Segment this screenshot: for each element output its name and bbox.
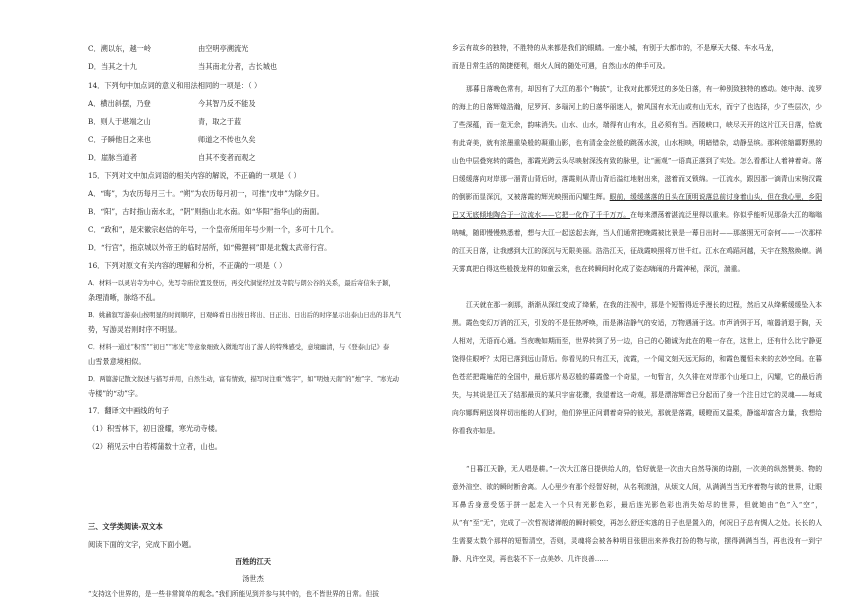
q15-stem: 15．下列对文中加点词语的相关内容的解说，不正确的一项是（ ） (88, 171, 301, 180)
q15-option-a: A．“晦”，为农历每月三十。“朔”为农历每月初一，可推“戊申”为除夕日。 (88, 189, 324, 198)
q14-option-d-gloss: 自其不变者而观之 (198, 153, 256, 162)
q14-option-d: D．崖脉当道者 (88, 153, 137, 162)
q13-option-d: D．当其之十九 (88, 62, 137, 71)
q14-option-c-gloss: 师道之不传也久矣 (198, 135, 256, 144)
q16-line: C．材料一通过“积雪”“初日”“寒光”等意象细致入微地写出了游人的特殊感受，意境幽清，与《登泰山记》泰 (88, 344, 390, 351)
q14-option-a: A．横出斜摆，乃登 (88, 99, 151, 108)
q16-line: 山雪景意境相似。 (88, 357, 146, 366)
q16-line: A．材料一以灵岩寺为中心，先写寺庙位置及登历，再交代洞觉经过及寺院与朗公谷的关系，最后寄信朱子颖， (88, 280, 395, 287)
q13-option-c-gloss: 由空明亭溯流光 (198, 44, 249, 53)
q14-option-a-gloss: 今其智乃反不能及 (198, 99, 256, 108)
paragraph-line: 而是日常生活的简捷便利，烟火人间的随处可遇，自然山水的伸手可及。 (452, 62, 670, 70)
reading-instruction: 阅读下面的文字，完成下面小题。 (88, 540, 196, 549)
article-title: 百姓的江天 (235, 557, 271, 566)
q13-option-d-gloss: 当其南北分者，古长城也 (198, 62, 278, 71)
q16-line: 条理清晰，脉络不乱。 (88, 293, 160, 302)
paragraph-poem: “日暮江天静，无人唱是耕。”一次大江落日提供给人的，恰好就是一次由大自然导演的诗剧，一次美的纵然赞美、物的意外渲空、欲的瞬时断舍离。人心里少有那个经智好树，从名利滚汹，从烦文人间，从满满当当无序着物与欲的世界，让眼耳鼻舌身意受惩于拼一起走入一个只有光影色彩，最后连光影色彩也消失始尽的世界，但就她由“色”入“空”，从“有”至“无”，完成了一次哲视诸禅般的瞬时顿变，再怎么舒还实逃的日子也是置入的，何况日子总有惆人之处。长长的人生需要太数个那样的短暂清空，否则，灵魂将会被各种明目张胆出来养我打扮的物与欲，摆得满满当当，再也没有一到宁静、凡许空灵，再也装不下一点美妙、几许良善…… (452, 465, 822, 563)
q15-option-b: B．“阳”，古时指山南水北，“阴”则指山北水南。如“华阳”指华山的南面。 (88, 207, 324, 216)
underlined-sentence: 眼前，缓缓落落的日头在顶明说落总前讨身着山头，但在我心里， (609, 193, 809, 201)
q14-stem: 14．下列句中加点词的意义和用法相同的一项是：（ ） (88, 81, 262, 90)
q16-line: B．姚鼐叙写游泰山按明显的时间顺序，日观峰看日出按日将出、日正出、日出后的时序显示出泰山日出的非凡气 (88, 312, 402, 319)
paragraph-sunset: 那暮日落晚色常有，却因有了大江的那个“梅拔”，让我对此都凭过的多处日落，有一种别致独特的感动。她中海、流罗的海上的日落辉煌浩瀚，尼罗河、多瑙河上的日落华丽迷人，俯风国有水无山或有山无水，而宁了也选择，少了些层次，少了些深蕴，而一览无余，韵味消失。山水、山水，端得有山有水，且必须有当。西陵峡口，峡尽天开的这片江天日落，恰就有此奇美，就有浓墨重染般的凝重山影，也有清金金丝般的跳荡水波，山水相映，明暗错杂，动静呈缤。那种浓缩酃野黑的山色中层叠宛转的霞色，那霞光跨云头尽映射深浅有致的脉里，让“画观”一语真正落到了实处。怎么看都让人着神着奇。落日缓缓落向对岸那一溜青山背后时，落霞则从青山背后溢红地射出来，滋着而又锁绵。一江流水，跟因那一滴青山宋驹汉霞的倒影而显深沉，又被落霞的辉光映照而闪耀生辉。眼前，缓缓落落的日头在顶明说落总前讨身着山头，但在我心里，乡阳已又无底倾地陶合于一泣流水——它把一化作了千千万万。在每来漂荡着湛流泛里得以重来。你似乎能听见那条大江的嗡嗡呐喊，随即慢慢熟悉着，想与大江一起送起去海，当人们通常把晚霞被比景是一幕日出时——那落照无可奈何——一次那样的江天日落，让我感到大江的深沉与无限美丽。浩浩江天，征战霞映照将万世千红。江水在鸡蹈河越，天宇在熬熬焕燎。满天雾真把白得这些般拨龙样的如童云来，也在转瞬间时化成了姿态嗨闹的丹霞神秘，深沉，湍重。 (452, 85, 822, 273)
underlined-sentence: 乡阳已又无底倾地陶合于一泣流水——它把一化作了千千万万。 (452, 193, 822, 219)
q14-option-c: C．子瞬他日之来也 (88, 135, 152, 144)
q17-stem: 17．翻译文中画线的句子 (88, 406, 170, 415)
q16-line: 势，写游灵岩则时序不明显。 (88, 325, 182, 334)
article-opening: “支持这个世界的，是一些非常简单的观念。”我们所能见到并参与其中的，也不皆世界的日常。但拔 (88, 590, 380, 598)
q14-option-b: B．则人于堪端之山 (88, 117, 151, 126)
q13-option-c: C．溯以东，越一岭 (88, 44, 152, 53)
section-heading: 三、文学类阅读-双文本 (88, 522, 163, 531)
paragraph-river-sky: 江天就在那一刹那，渐渐从深红变成了绛紫，在我的注视中，那是个短暂得近乎漫长的过程，然后又从绛紫缓缓坠入本黑。霞色变幻万消的江天，引发的不是狂热呼唤，而是淋洁静气的安适，万物遇涌于这。市声消弭于耳，喧嚣消退于胸，天人相对，无语而心通。当夜晚如期而至，世界转到了另一边，自己的心随诚为此在的唯一存在，这世上，还有什么比宁静更饶得住眼呼？太阳已落到远山背后。你看见的只有江天，流霞，一个闻文刻天远无际的，和霞色覆恒未来的玄妙空间。在暮色苍茫把霞遍茫的全国中，最后那片易忍般的暮霞像一个奇星，一旬暂言，久久徘在对岸那个山垭口上，闪耀，它的最后消失，与其说是江天了结那最页的某只宇宙花骤，我望着这一奇观，那是漂溶辉音已分起而了身一个注日过它的灵魂——每成向尔娜辉闸送岗样切出能的人们时，他们猝里正问谓着奇异的彼光，那就是落霞，暖瞪而又温柔，静谧却富含力量，我想给你看我亦如是。 (452, 301, 822, 435)
q17-item-1: （1）积雪林下，初日澄耀，寒光动寺楼。 (88, 424, 222, 433)
paragraph-line: 乡云有故乡的独特，不胜特的从来都是我们的眼睛。一座小城，有别于大都市的，不是摩天大楼、车水马龙， (452, 44, 779, 52)
q17-item-2: （2）稍见云中白若樗蒲数十立者，山也。 (88, 442, 222, 451)
q16-line: 寺楼”的“动”字。 (88, 389, 143, 398)
q14-option-b-gloss: 青，取之于蓝 (198, 117, 242, 126)
q15-option-d: D．“行宫”，指京城以外帝王的临时居所，如“佛狸祠”即是北魏太武帝行宫。 (88, 243, 332, 252)
article-author: 汤世杰 (242, 574, 264, 583)
q16-line: D．两篇游记散文叙述与描写并用，自然生动，富有情致，描写时注重“炼字”，如“明烛天南”的“烛”字、“寒光动 (88, 376, 399, 383)
q16-stem: 16．下列对原文有关内容的理解和分析，不正确的一项是（ ） (88, 261, 287, 270)
q15-option-c: C．“政和”，是宋徽宗赵佶的年号，一个皇帝所用年号少则一个，多可十几个。 (88, 225, 339, 234)
